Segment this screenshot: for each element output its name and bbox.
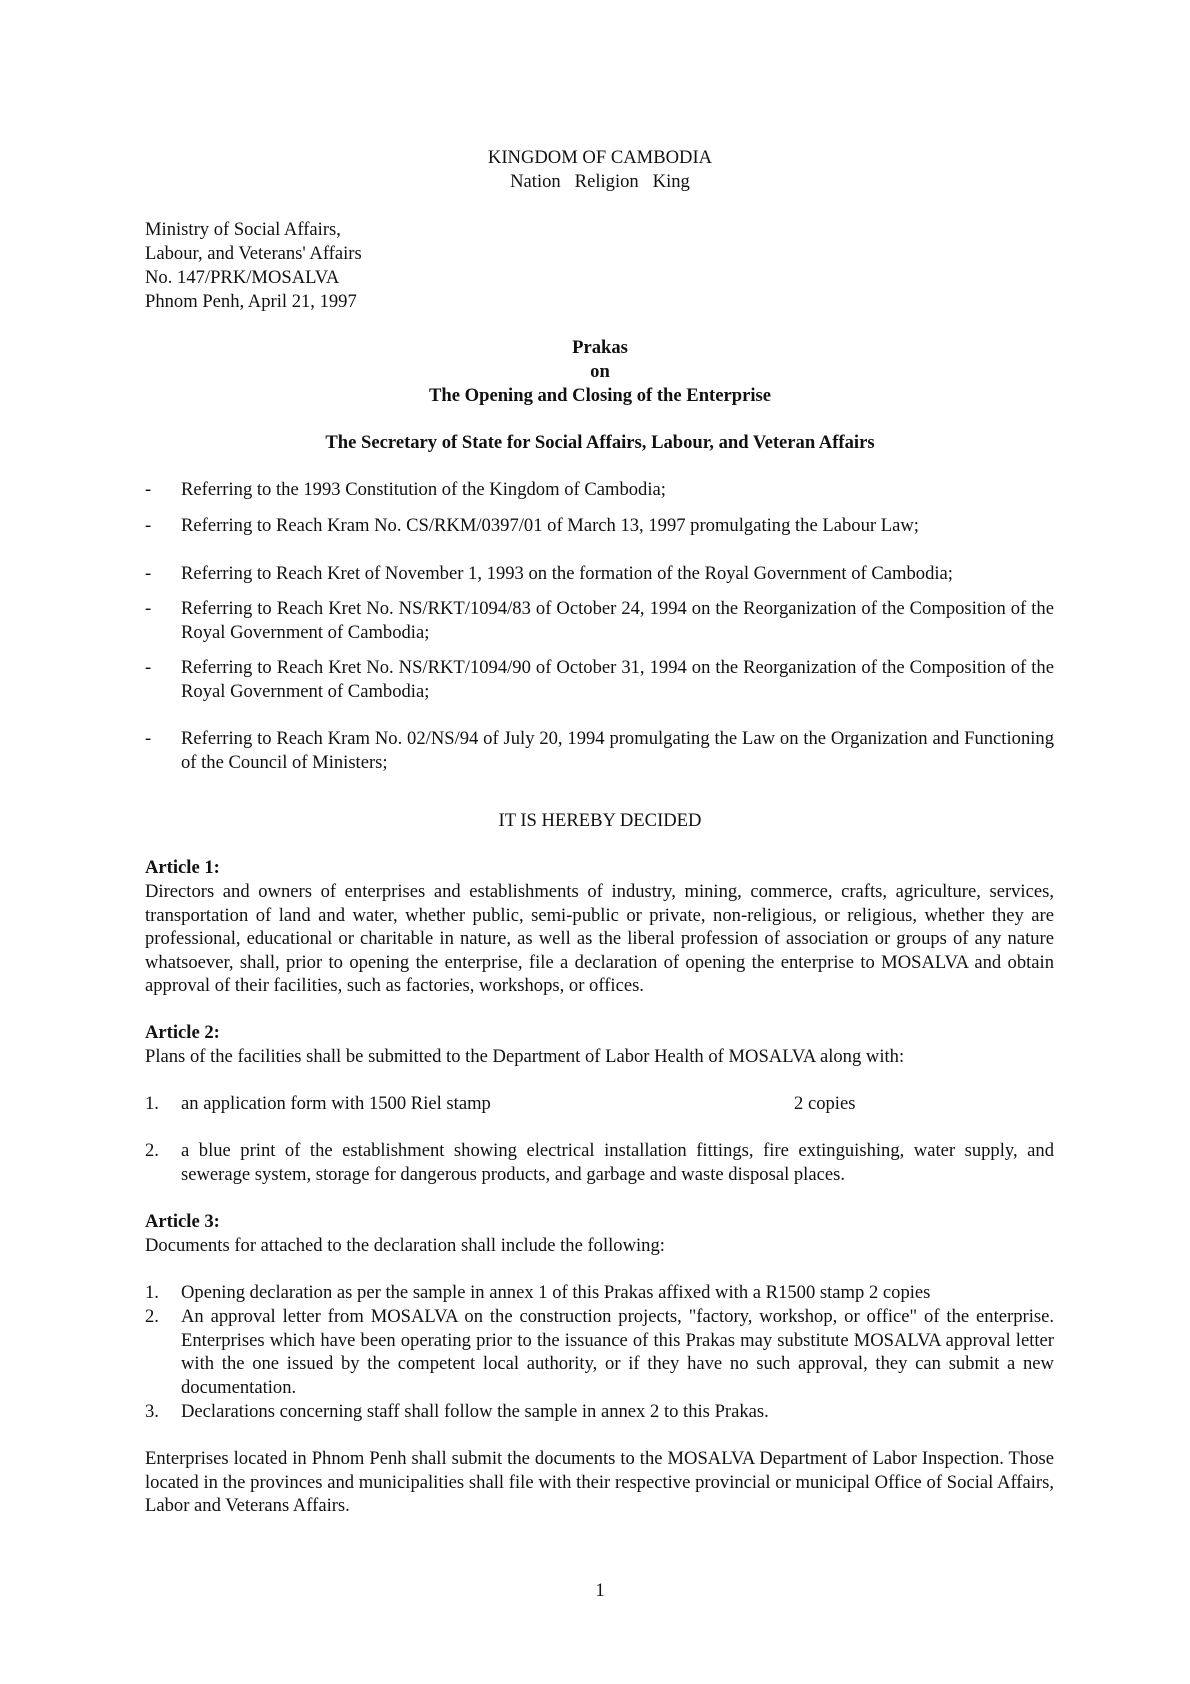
reference-item: Referring to Reach Kram No. CS/RKM/0397/01 of March 13, 1997 promulgating the Labour Law; <box>181 515 919 536</box>
list-item-text: Declarations concerning staff shall follow the sample in annex 2 to this Prakas. <box>181 1401 769 1422</box>
article-3-closing: Enterprises located in Phnom Penh shall submit the documents to the MOSALVA Department of Labor Inspection. Those located in the provinces and municipalities shall file with their respective provincial or municipal Office of Social Affairs, Labor and Veterans Affairs. <box>145 1448 1054 1516</box>
decision-heading: IT IS HEREBY DECIDED <box>498 810 702 831</box>
document-title-line3: The Opening and Closing of the Enterprise <box>429 385 771 406</box>
issuing-authority: The Secretary of State for Social Affairs, Labour, and Veteran Affairs <box>325 432 875 453</box>
article-2-heading: Article 2: <box>145 1022 220 1043</box>
reference-item: Referring to Reach Kret No. NS/RKT/1094/83 of October 24, 1994 on the Reorganization of the Composition of the Royal Government of Cambodia; <box>181 598 1054 643</box>
list-number: 1. <box>145 1093 159 1114</box>
list-item-text: an application form with 1500 Riel stamp <box>181 1093 491 1114</box>
reference-bullet: - <box>145 657 152 678</box>
list-number: 1. <box>145 1282 159 1303</box>
reference-item: Referring to the 1993 Constitution of the Kingdom of Cambodia; <box>181 479 666 500</box>
list-number: 2. <box>145 1140 159 1161</box>
list-item-text: a blue print of the establishment showing electrical installation fittings, fire extinguishing, water supply, and sewerage system, storage for dangerous products, and garbage and waste disposal places. <box>181 1140 1054 1185</box>
country-heading: KINGDOM OF CAMBODIA <box>487 147 713 168</box>
page-number: 1 <box>595 1580 605 1601</box>
document-date: Phnom Penh, April 21, 1997 <box>145 291 357 312</box>
reference-bullet: - <box>145 515 152 536</box>
copies-count: 2 copies <box>794 1093 856 1114</box>
document-title-line2: on <box>590 361 610 382</box>
document-title-line1: Prakas <box>572 337 628 358</box>
list-item-text: An approval letter from MOSALVA on the construction projects, "factory, workshop, or office" of the enterprise. Enterprises which have been operating prior to the issuance of this Prakas may substitute MOSALVA approval letter with the one issued by the competent local authority, or if they have no such approval, they can submit a new documentation. <box>181 1306 1054 1398</box>
article-2-intro: Plans of the facilities shall be submitted to the Department of Labor Health of MOSALVA along with: <box>145 1046 905 1067</box>
list-item-text: Opening declaration as per the sample in annex 1 of this Prakas affixed with a R1500 stamp 2 copies <box>181 1282 931 1303</box>
reference-item: Referring to Reach Kram No. 02/NS/94 of July 20, 1994 promulgating the Law on the Organization and Functioning of the Council of Ministers; <box>181 728 1054 773</box>
national-motto: Nation Religion King <box>510 171 690 192</box>
reference-bullet: - <box>145 563 152 584</box>
article-1-heading: Article 1: <box>145 857 220 878</box>
reference-bullet: - <box>145 598 152 619</box>
article-3-intro: Documents for attached to the declaration shall include the following: <box>145 1235 665 1256</box>
reference-item: Referring to Reach Kret of November 1, 1993 on the formation of the Royal Government of Cambodia; <box>181 563 953 584</box>
sender-ministry-line1: Ministry of Social Affairs, <box>145 219 341 240</box>
reference-item: Referring to Reach Kret No. NS/RKT/1094/90 of October 31, 1994 on the Reorganization of the Composition of the Royal Government of Cambodia; <box>181 657 1054 702</box>
article-3-heading: Article 3: <box>145 1211 220 1232</box>
reference-bullet: - <box>145 479 152 500</box>
list-number: 2. <box>145 1306 159 1327</box>
sender-ministry-line2: Labour, and Veterans' Affairs <box>145 243 362 264</box>
list-number: 3. <box>145 1401 159 1422</box>
reference-bullet: - <box>145 728 152 749</box>
document-number: No. 147/PRK/MOSALVA <box>145 267 340 288</box>
article-1-text: Directors and owners of enterprises and establishments of industry, mining, commerce, crafts, agriculture, services, transportation of land and water, whether public, semi-public or private, non-religious, or religious, whether they are professional, educational or charitable in nature, as well as the liberal profession of association or groups of any nature whatsoever, shall, prior to opening the enterprise, file a declaration of opening the enterprise to MOSALVA and obtain approval of their facilities, such as factories, workshops, or offices. <box>145 881 1054 996</box>
